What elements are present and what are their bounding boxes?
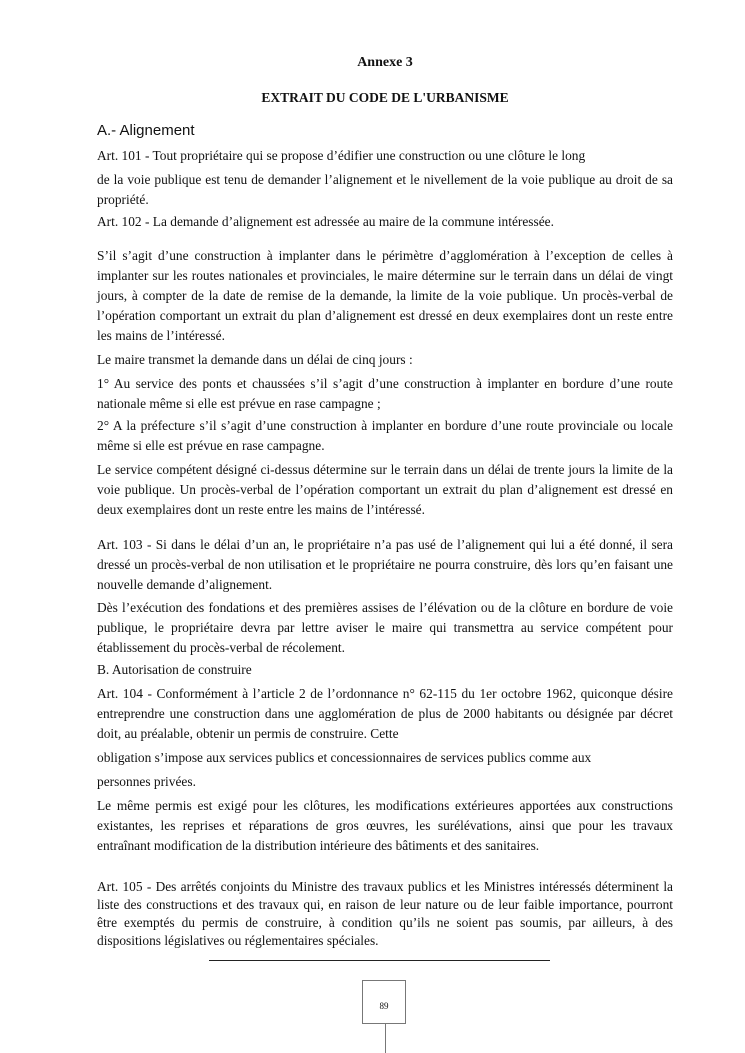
art102-paragraph: Art. 102 - La demande d’alignement est adressée au maire de la commune intéressée.	[97, 214, 554, 229]
art103-paragraph: Art. 103 - Si dans le délai d’un an, le propriétaire n’a pas usé de l’alignement qui lui a été donné, il sera dressé un procès-verbal de non utilisation et le propriétaire ne pourra construire, dès lors qu’en faisant une nouvelle demande d’alignement.	[97, 537, 673, 592]
art101-paragraph: de la voie publique est tenu de demander l’alignement et le nivellement de la voie publique au droit de sa propriété.	[97, 172, 673, 207]
meme-permis-paragraph: Le même permis est exigé pour les clôtures, les modifications extérieures apportées aux constructions existantes, les reprises et réparations de gros œuvres, les surélévations, ainsi que pour les travaux entraînant modification de la distribution intérieure des bâtiments et des sanitaires.	[97, 798, 673, 853]
page-number-stem	[385, 1024, 386, 1053]
section-a-title: A.- Alignement	[97, 122, 195, 139]
art101-first-line: Art. 101 - Tout propriétaire qui se propose d’édifier une construction ou une clôture le long	[97, 148, 586, 163]
document-title: EXTRAIT DU CODE DE L'URBANISME	[261, 90, 509, 105]
page-number-box	[362, 980, 406, 1024]
annexe-label: Annexe 3	[357, 55, 413, 70]
fondations-paragraph: Dès l’exécution des fondations et des premières assises de l’élévation ou de la clôture en bordure de voie publique, le propriétaire devra par lettre aviser le maire qui transmettra au service compétent pour établissement du procès-verbal de récolement.	[97, 600, 673, 655]
section-b-title: B. Autorisation de construire	[97, 662, 252, 677]
footer-divider	[209, 960, 550, 961]
service-paragraph: Le service compétent désigné ci-dessus détermine sur le terrain dans un délai de trente jours la limite de la voie publique. Un procès-verbal de l’opération comportant un extrait du plan d’alignement est dressé en deux exemplaires dont un reste entre les mains de l’intéressé.	[97, 462, 673, 517]
list-item-2: 2° A la préfecture s’il s’agit d’une construction à implanter en bordure d’une route provinciale ou locale même si elle est prévue en rase campagne.	[97, 418, 673, 453]
agglomeration-paragraph: S’il s’agit d’une construction à implanter dans le périmètre d’agglomération à l’exception de celles à implanter sur les routes nationales et provinciales, le maire détermine sur le terrain dans un délai de vingt jours, à compter de la date de remise de la demande, la limite de la voie publique. Un procès-verbal de l’opération comportant un extrait du plan d’alignement est dressé en deux exemplaires dont un reste entre les mains de l’intéressé.	[97, 248, 673, 343]
annexe-heading	[97, 55, 673, 71]
page-number: 89	[379, 1001, 389, 1011]
list-item-1: 1° Au service des ponts et chaussées s’il s’agit d’une construction à implanter en bordure d’une route nationale même si elle est prévue en rase campagne ;	[97, 376, 673, 411]
art105-paragraph: Art. 105 - Des arrêtés conjoints du Ministre des travaux publics et les Ministres intéressés déterminent la liste des constructions et des travaux qui, en raison de leur nature ou de leur faible importance, pourront être exemptés du permis de construire, à condition qu’ils ne soient pas soumis, par ailleurs, à des dispositions législatives ou réglementaires spéciales.	[97, 879, 673, 948]
transmet-paragraph: Le maire transmet la demande dans un délai de cinq jours :	[97, 352, 413, 367]
obligation-line-1: obligation s’impose aux services publics et concessionnaires de services publics comme aux	[97, 750, 592, 765]
obligation-line-2: personnes privées.	[97, 774, 196, 789]
art104-paragraph: Art. 104 - Conformément à l’article 2 de l’ordonnance n° 62-115 du 1er octobre 1962, quiconque désire entreprendre une construction dans une agglomération de plus de 2000 habitants ou désignée par décret doit, au préalable, obtenir un permis de construire. Cette	[97, 686, 673, 741]
